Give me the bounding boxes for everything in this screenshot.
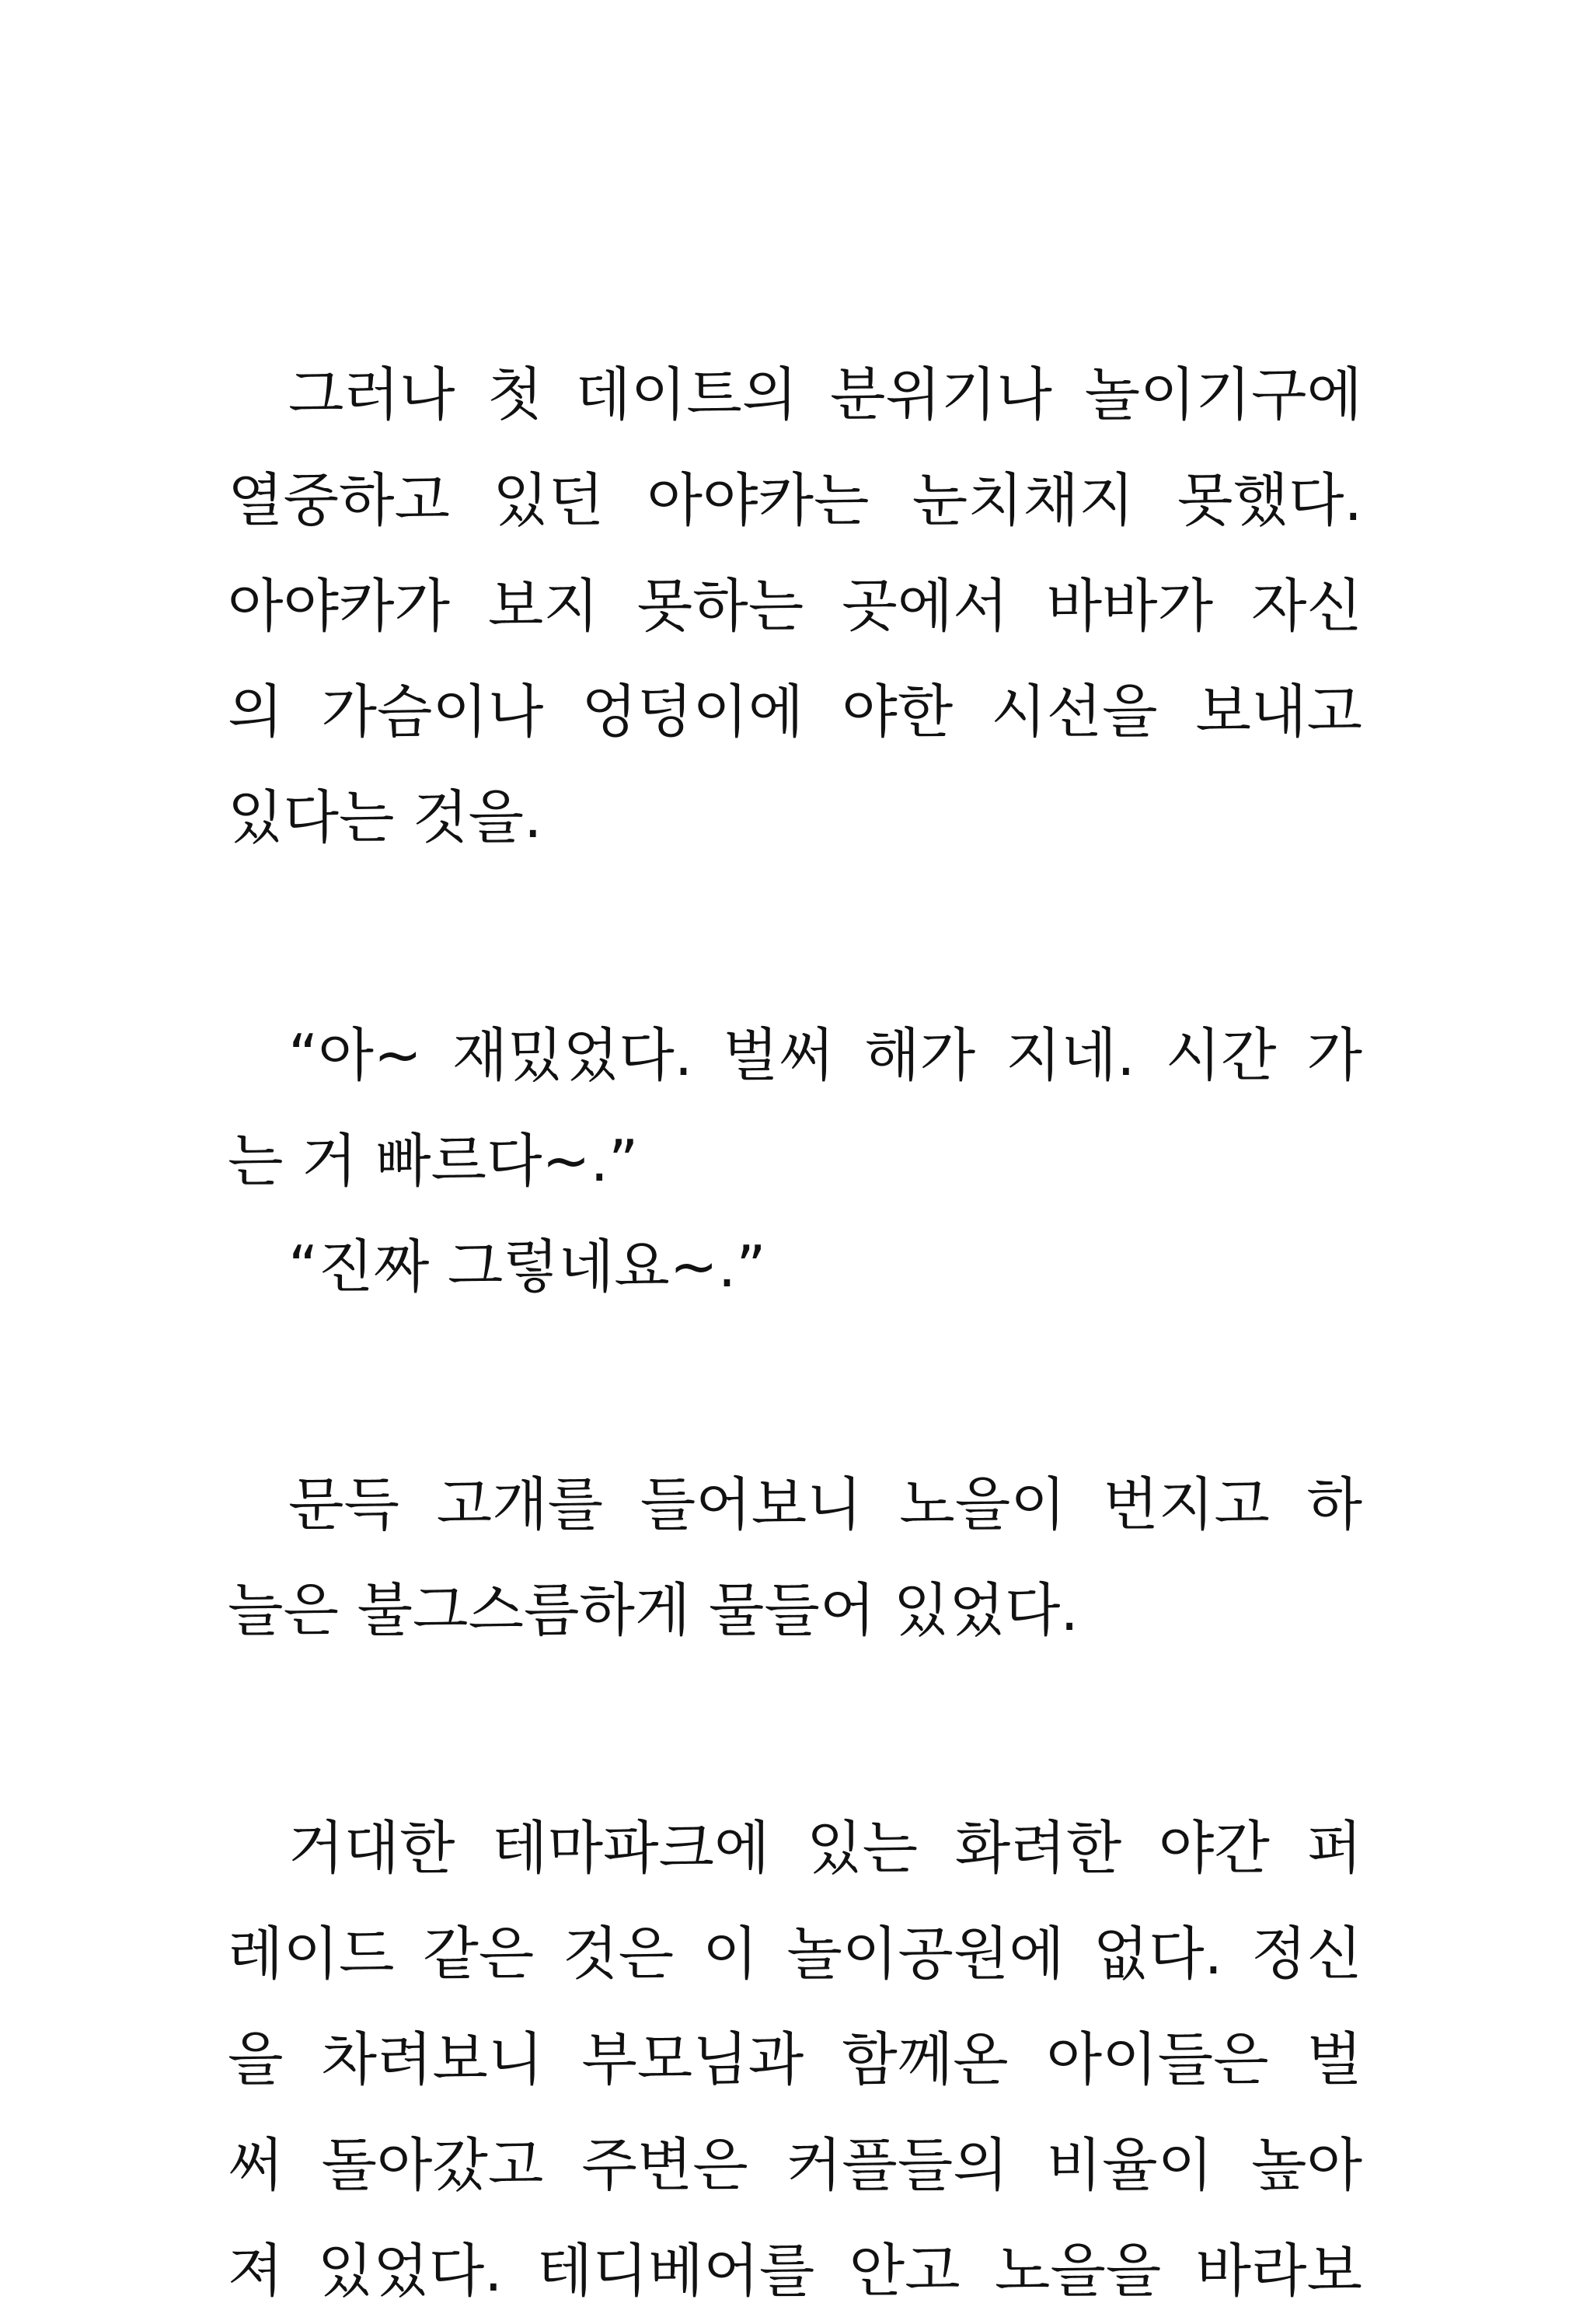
text-line: “아~ 재밌었다. 벌써 해가 지네. 시간 가 [288,1022,1362,1089]
text-line: 써 돌아갔고 주변은 커플들의 비율이 높아 [228,2132,1362,2199]
paragraph-gap [228,1663,1362,1795]
text-line: 을 차려보니 부모님과 함께온 아이들은 벌 [228,2026,1362,2093]
text-line: 는 거 빠르다~.” [228,1128,639,1195]
paragraph-gap [228,871,1362,1003]
text-line: “진짜 그렇네요~.” [288,1234,766,1300]
text-line: 아야카가 보지 못하는 곳에서 바바가 자신 [228,573,1362,640]
text-line: 열중하고 있던 아야카는 눈치채지 못했다. [228,467,1362,534]
text-line: 져 있었다. 테디베어를 안고 노을을 바라보 [228,2238,1362,2305]
body-text [228,342,1362,2324]
text-line: 그러나 첫 데이트의 분위기나 놀이기구에 [288,361,1362,428]
paragraph-1 [228,342,1362,871]
paragraph-gap [228,1320,1362,1452]
text-line: 레이드 같은 것은 이 놀이공원에 없다. 정신 [228,1921,1362,1987]
paragraph-3 [228,1452,1362,1663]
text-line: 문득 고개를 들어보니 노을이 번지고 하 [288,1471,1362,1538]
text-line: 늘은 불그스름하게 물들어 있었다. [228,1577,1079,1644]
paragraph-4 [228,1795,1362,2324]
text-line: 거대한 테마파크에 있는 화려한 야간 퍼 [288,1815,1362,1882]
paragraph-2 [228,1003,1362,1320]
text-line: 있다는 것을. [228,784,542,851]
text-line: 의 가슴이나 엉덩이에 야한 시선을 보내고 [228,679,1362,745]
